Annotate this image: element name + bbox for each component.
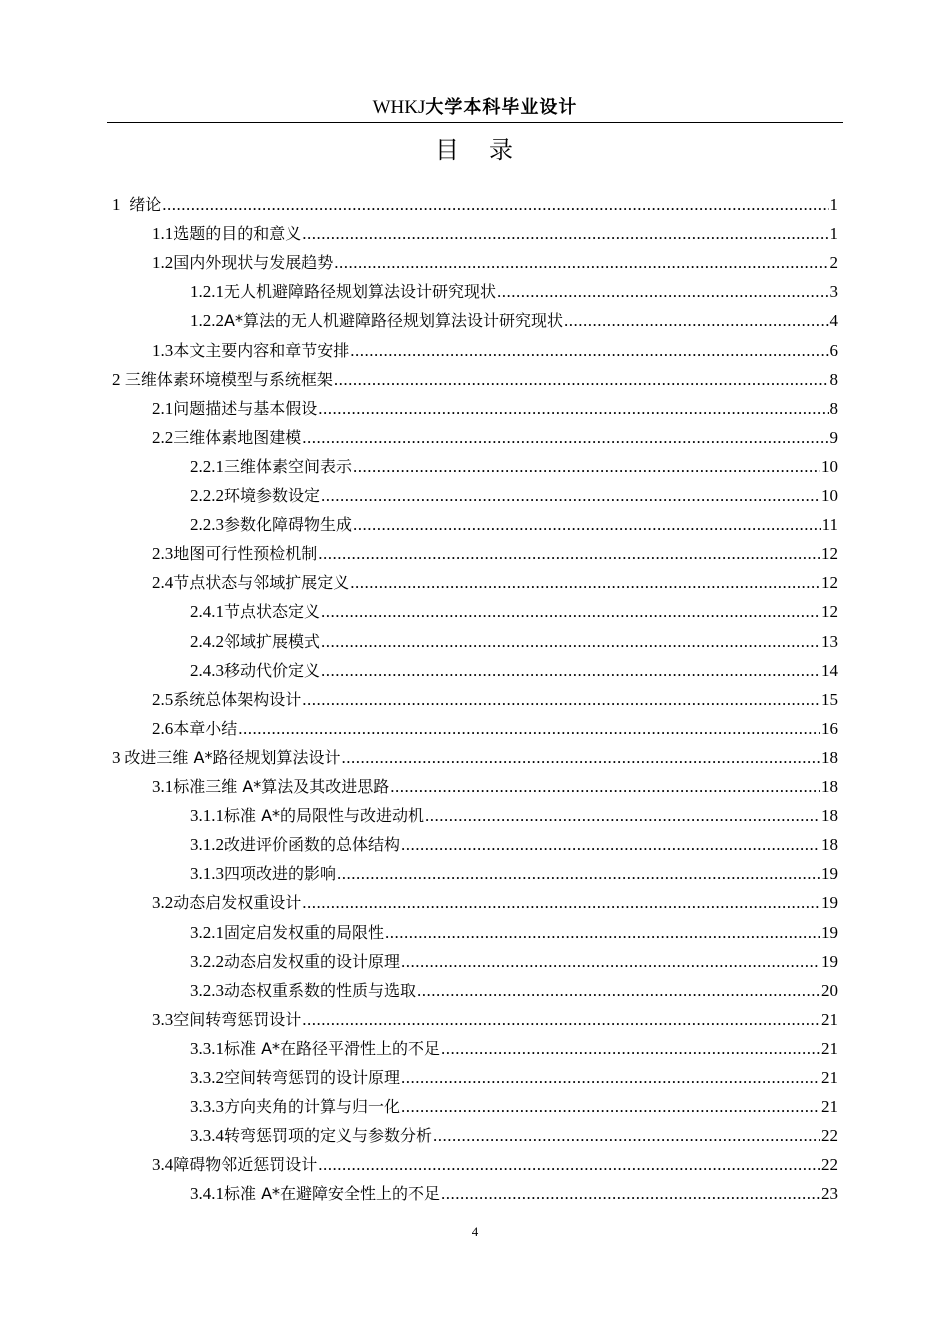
toc-entry-title: 固定启发权重的局限性 bbox=[224, 923, 385, 942]
toc-dot-leader bbox=[302, 685, 820, 714]
toc-entry-page: 19 bbox=[821, 923, 838, 942]
toc-entry-title: 四项改进的影响 bbox=[224, 864, 337, 883]
toc-entry-page: 21 bbox=[821, 1039, 838, 1058]
toc-entry[interactable] bbox=[152, 685, 838, 714]
toc-entry[interactable] bbox=[190, 1034, 838, 1063]
toc-entry[interactable] bbox=[152, 772, 838, 801]
toc-entry-number: 2.4.2 bbox=[190, 632, 224, 651]
toc-entry-number: 2.5 bbox=[152, 690, 174, 709]
toc-entry-title: 改进三维 A*路径规划算法设计 bbox=[124, 748, 341, 767]
toc-entry[interactable] bbox=[112, 743, 838, 772]
toc-entry[interactable] bbox=[152, 248, 838, 277]
toc-entry-page: 10 bbox=[821, 457, 838, 476]
toc-entry-page: 14 bbox=[821, 661, 838, 680]
toc-entry[interactable] bbox=[190, 918, 838, 947]
toc-dot-leader bbox=[321, 627, 820, 656]
toc-entry[interactable] bbox=[190, 597, 838, 626]
toc-entry-page: 3 bbox=[829, 282, 838, 301]
toc-entry-title: 标准 A*在避障安全性上的不足 bbox=[224, 1184, 441, 1203]
toc-entry[interactable] bbox=[190, 1179, 838, 1208]
toc-entry-number: 1.2.1 bbox=[190, 282, 224, 301]
toc-entry-number: 3 bbox=[112, 748, 121, 767]
toc-entry[interactable] bbox=[190, 452, 838, 481]
toc-entry[interactable] bbox=[190, 1063, 838, 1092]
toc-dot-leader bbox=[401, 830, 820, 859]
toc-dot-leader bbox=[321, 481, 820, 510]
toc-entry[interactable] bbox=[190, 656, 838, 685]
toc-entry-number: 3.1.2 bbox=[190, 835, 224, 854]
toc-dot-leader bbox=[441, 1034, 820, 1063]
toc-entry-page: 8 bbox=[829, 399, 838, 418]
toc-entry-title: 邻域扩展模式 bbox=[224, 632, 321, 651]
toc-entry-page: 2 bbox=[829, 253, 838, 272]
toc-entry-title: 本章小结 bbox=[173, 719, 238, 738]
toc-entry-number: 3.1.3 bbox=[190, 864, 224, 883]
toc-entry-page: 12 bbox=[821, 602, 838, 621]
toc-entry-number: 2.4.1 bbox=[190, 602, 224, 621]
toc-dot-leader bbox=[350, 568, 820, 597]
toc-entry[interactable] bbox=[190, 976, 838, 1005]
toc-entry-title: 系统总体架构设计 bbox=[173, 690, 302, 709]
toc-dot-leader bbox=[401, 947, 820, 976]
toc-entry-number: 3.3.1 bbox=[190, 1039, 224, 1058]
toc-entry[interactable] bbox=[152, 1005, 838, 1034]
toc-entry-title: 参数化障碍物生成 bbox=[224, 515, 353, 534]
toc-dot-leader bbox=[441, 1179, 820, 1208]
toc-entry-title: 环境参数设定 bbox=[224, 486, 321, 505]
toc-entry-number: 3.3.2 bbox=[190, 1068, 224, 1087]
toc-entry-page: 13 bbox=[821, 632, 838, 651]
toc-entry-number: 3.3 bbox=[152, 1010, 174, 1029]
toc-entry-page: 6 bbox=[829, 341, 838, 360]
toc-entry-number: 3.4.1 bbox=[190, 1184, 224, 1203]
toc-entry-title: 节点状态定义 bbox=[224, 602, 321, 621]
toc-dot-leader bbox=[417, 976, 820, 1005]
toc-entry-number: 3.3.3 bbox=[190, 1097, 224, 1116]
toc-entry-page: 18 bbox=[821, 835, 838, 854]
toc-dot-leader bbox=[337, 859, 820, 888]
toc-entry-title: 三维体素环境模型与系统框架 bbox=[124, 370, 333, 389]
toc-entry[interactable] bbox=[152, 888, 838, 917]
page-number: 4 bbox=[471, 1224, 479, 1239]
toc-entry-page: 22 bbox=[821, 1126, 838, 1145]
toc-entry[interactable] bbox=[190, 481, 838, 510]
toc-entry-title: 动态启发权重的设计原理 bbox=[224, 952, 401, 971]
toc-entry-page: 1 bbox=[829, 195, 838, 214]
toc-entry[interactable] bbox=[152, 568, 838, 597]
toc-dot-leader bbox=[162, 190, 828, 219]
toc-dot-leader bbox=[497, 277, 828, 306]
toc-dot-leader bbox=[350, 336, 828, 365]
toc-entry-number: 2.4 bbox=[152, 573, 174, 592]
toc-entry-number: 2.1 bbox=[152, 399, 174, 418]
toc-entry-number: 2.2 bbox=[152, 428, 174, 447]
toc-entry-number: 2.4.3 bbox=[190, 661, 224, 680]
toc-entry[interactable] bbox=[152, 423, 838, 452]
toc-dot-leader bbox=[334, 365, 829, 394]
toc-entry-title: 问题描述与基本假设 bbox=[173, 399, 318, 418]
toc-entry-number: 2.2.3 bbox=[190, 515, 224, 534]
toc-entry-page: 8 bbox=[829, 370, 838, 389]
toc-entry-title: 标准 A*的局限性与改进动机 bbox=[224, 806, 425, 825]
toc-entry-number: 2.2.2 bbox=[190, 486, 224, 505]
toc-entry-page: 12 bbox=[821, 544, 838, 563]
toc-entry-number: 3.3.4 bbox=[190, 1126, 224, 1145]
header-prefix: WHKJ bbox=[372, 97, 426, 118]
toc-entry-title: 转弯惩罚项的定义与参数分析 bbox=[224, 1126, 433, 1145]
toc-entry-page: 10 bbox=[821, 486, 838, 505]
toc-entry[interactable] bbox=[190, 830, 838, 859]
toc-entry-page: 15 bbox=[821, 690, 838, 709]
toc-entry-title: 本文主要内容和章节安排 bbox=[173, 341, 350, 360]
header-title: 大学本科毕业设计 bbox=[425, 97, 578, 118]
toc-dot-leader bbox=[353, 510, 821, 539]
toc-dot-leader bbox=[321, 656, 820, 685]
toc-dot-leader bbox=[302, 219, 828, 248]
toc-entry[interactable] bbox=[190, 859, 838, 888]
toc-entry-title: 标准三维 A*算法及其改进思路 bbox=[173, 777, 390, 796]
toc-dot-leader bbox=[401, 1092, 820, 1121]
toc-entry-page: 4 bbox=[829, 311, 838, 330]
toc-heading-char-1: 目 bbox=[435, 136, 461, 164]
toc-entry-title: A*算法的无人机避障路径规划算法设计研究现状 bbox=[224, 311, 563, 330]
toc-entry-page: 19 bbox=[821, 864, 838, 883]
toc-entry-title: 无人机避障路径规划算法设计研究现状 bbox=[224, 282, 497, 301]
toc-entry[interactable] bbox=[112, 365, 838, 394]
toc-entry-number: 3.1 bbox=[152, 777, 174, 796]
page-header bbox=[107, 94, 843, 122]
toc-entry[interactable] bbox=[152, 394, 838, 423]
toc-dot-leader bbox=[321, 597, 820, 626]
toc-entry-number: 1.2.2 bbox=[190, 311, 224, 330]
toc-entry-title: 空间转弯惩罚的设计原理 bbox=[224, 1068, 401, 1087]
toc-entry[interactable] bbox=[190, 947, 838, 976]
toc-entry-page: 11 bbox=[821, 515, 838, 534]
toc-entry-number: 3.4 bbox=[152, 1155, 174, 1174]
toc-entry-title: 移动代价定义 bbox=[224, 661, 321, 680]
toc-entry-page: 18 bbox=[821, 777, 838, 796]
toc-entry[interactable] bbox=[190, 1121, 838, 1150]
toc-heading bbox=[0, 130, 950, 170]
toc-entry-title: 三维体素地图建模 bbox=[173, 428, 302, 447]
toc-entry-number: 2.3 bbox=[152, 544, 174, 563]
toc-entry-number: 2 bbox=[112, 370, 121, 389]
toc-entry-page: 21 bbox=[821, 1068, 838, 1087]
toc-dot-leader bbox=[401, 1063, 820, 1092]
toc-entry-number: 1.3 bbox=[152, 341, 174, 360]
toc-entry-title: 动态权重系数的性质与选取 bbox=[224, 981, 417, 1000]
toc-entry-number: 3.1.1 bbox=[190, 806, 224, 825]
toc-entry-page: 21 bbox=[821, 1010, 838, 1029]
toc-entry-title: 三维体素空间表示 bbox=[224, 457, 353, 476]
toc-dot-leader bbox=[318, 394, 828, 423]
toc-entry[interactable] bbox=[190, 801, 838, 830]
header-divider bbox=[107, 122, 843, 123]
toc-dot-leader bbox=[433, 1121, 820, 1150]
toc-entry-number: 1.2 bbox=[152, 253, 174, 272]
toc-entry-page: 9 bbox=[829, 428, 838, 447]
toc-dot-leader bbox=[353, 452, 820, 481]
toc-entry-number: 1.1 bbox=[152, 224, 174, 243]
toc-entry-number: 2.6 bbox=[152, 719, 174, 738]
toc-entry-page: 12 bbox=[821, 573, 838, 592]
toc-entry[interactable] bbox=[152, 714, 838, 743]
toc-dot-leader bbox=[385, 918, 820, 947]
toc-entry-title: 节点状态与邻域扩展定义 bbox=[173, 573, 350, 592]
toc-entry-page: 23 bbox=[821, 1184, 838, 1203]
toc-entry-title: 障碍物邻近惩罚设计 bbox=[173, 1155, 318, 1174]
toc-entry-page: 20 bbox=[821, 981, 838, 1000]
toc-entry[interactable] bbox=[112, 190, 838, 219]
toc-entry-title: 地图可行性预检机制 bbox=[173, 544, 318, 563]
toc-dot-leader bbox=[334, 248, 828, 277]
toc-entry-number: 3.2.2 bbox=[190, 952, 224, 971]
toc-dot-leader bbox=[302, 423, 828, 452]
toc-dot-leader bbox=[238, 714, 820, 743]
toc-entry-page: 22 bbox=[821, 1155, 838, 1174]
toc-dot-leader bbox=[390, 772, 820, 801]
toc-entry-page: 1 bbox=[829, 224, 838, 243]
toc-entry-title: 方向夹角的计算与归一化 bbox=[224, 1097, 401, 1116]
toc-entry[interactable] bbox=[152, 1150, 838, 1179]
toc-dot-leader bbox=[318, 1150, 820, 1179]
toc-entry-title: 选题的目的和意义 bbox=[173, 224, 302, 243]
toc-entry-number: 3.2.3 bbox=[190, 981, 224, 1000]
toc-entry-title: 国内外现状与发展趋势 bbox=[173, 253, 334, 272]
toc-entry-page: 19 bbox=[821, 952, 838, 971]
toc-dot-leader bbox=[425, 801, 820, 830]
toc-heading-char-2: 录 bbox=[489, 136, 515, 164]
toc-entry[interactable] bbox=[152, 539, 838, 568]
toc-entry-number: 2.2.1 bbox=[190, 457, 224, 476]
toc-entry[interactable] bbox=[190, 277, 838, 306]
toc-entry-title: 改进评价函数的总体结构 bbox=[224, 835, 401, 854]
toc-entry-title: 标准 A*在路径平滑性上的不足 bbox=[224, 1039, 441, 1058]
toc-entry-title: 绪论 bbox=[129, 195, 162, 214]
toc-dot-leader bbox=[318, 539, 820, 568]
toc-entry[interactable] bbox=[152, 336, 838, 365]
toc-entry-page: 18 bbox=[821, 748, 838, 767]
toc-entry[interactable] bbox=[190, 510, 838, 539]
toc-entry[interactable] bbox=[190, 306, 838, 335]
toc-entry-number: 3.2.1 bbox=[190, 923, 224, 942]
toc-entry-page: 19 bbox=[821, 893, 838, 912]
toc-entry-page: 18 bbox=[821, 806, 838, 825]
toc-entry-page: 16 bbox=[821, 719, 838, 738]
toc-dot-leader bbox=[302, 888, 820, 917]
toc-dot-leader bbox=[564, 306, 829, 335]
toc-entry-title: 空间转弯惩罚设计 bbox=[173, 1010, 302, 1029]
toc-dot-leader bbox=[341, 743, 820, 772]
toc-entry-number: 3.2 bbox=[152, 893, 174, 912]
toc-entry[interactable] bbox=[190, 627, 838, 656]
toc-entry[interactable] bbox=[190, 1092, 838, 1121]
toc-entry-number: 1 bbox=[112, 195, 121, 214]
toc-entry-title: 动态启发权重设计 bbox=[173, 893, 302, 912]
toc-entry[interactable] bbox=[152, 219, 838, 248]
toc-dot-leader bbox=[302, 1005, 820, 1034]
toc-entry-page: 21 bbox=[821, 1097, 838, 1116]
